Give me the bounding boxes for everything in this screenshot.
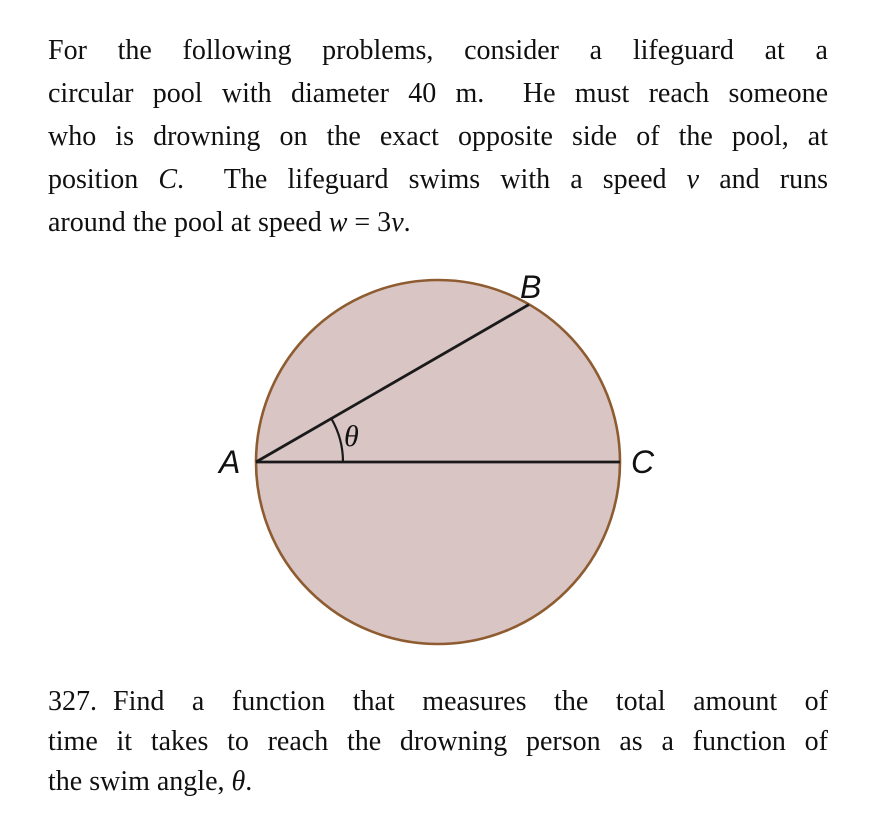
text-segment: who is drowning on the exact opposite side of the pool, at — [48, 121, 828, 152]
math-var-w: w — [328, 207, 348, 238]
text-segment: position — [48, 164, 159, 195]
math-var-theta: θ — [231, 766, 246, 797]
label-c: C — [631, 444, 655, 480]
label-b: B — [520, 269, 542, 305]
problem-paragraph — [48, 682, 828, 802]
pool-figure-svg — [0, 255, 874, 670]
text-line — [48, 115, 828, 158]
label-a: A — [219, 444, 241, 480]
problem-number: 327. — [48, 686, 97, 717]
math-var-v: v — [391, 207, 404, 238]
text-segment: = 3 — [347, 207, 392, 238]
text-segment: For the following problems, consider a lifeguard at a — [48, 35, 828, 66]
text-line — [48, 158, 828, 201]
text-segment: around the pool at speed — [48, 207, 329, 238]
text-segment: . — [245, 766, 253, 797]
math-var-c: C — [158, 164, 178, 195]
text-line — [48, 762, 828, 802]
text-segment: time it takes to reach the drowning person as a function of — [48, 726, 828, 757]
text-segment: circular pool with diameter 40 m. He must reach someone — [48, 78, 828, 109]
text-segment: . The lifeguard swims with a speed — [177, 164, 687, 195]
intro-paragraph — [48, 29, 828, 244]
label-theta: θ — [344, 420, 359, 453]
text-line — [48, 29, 828, 72]
text-line — [48, 201, 828, 244]
text-segment: the swim angle, — [48, 766, 232, 797]
text-segment: Find a function that measures the total amount of — [113, 686, 828, 717]
text-line — [48, 682, 828, 722]
text-line — [48, 72, 828, 115]
text-segment: and runs — [699, 164, 828, 195]
text-line — [48, 722, 828, 762]
math-var-v: v — [686, 164, 700, 195]
pool-figure — [0, 255, 874, 670]
text-segment: . — [403, 207, 411, 238]
